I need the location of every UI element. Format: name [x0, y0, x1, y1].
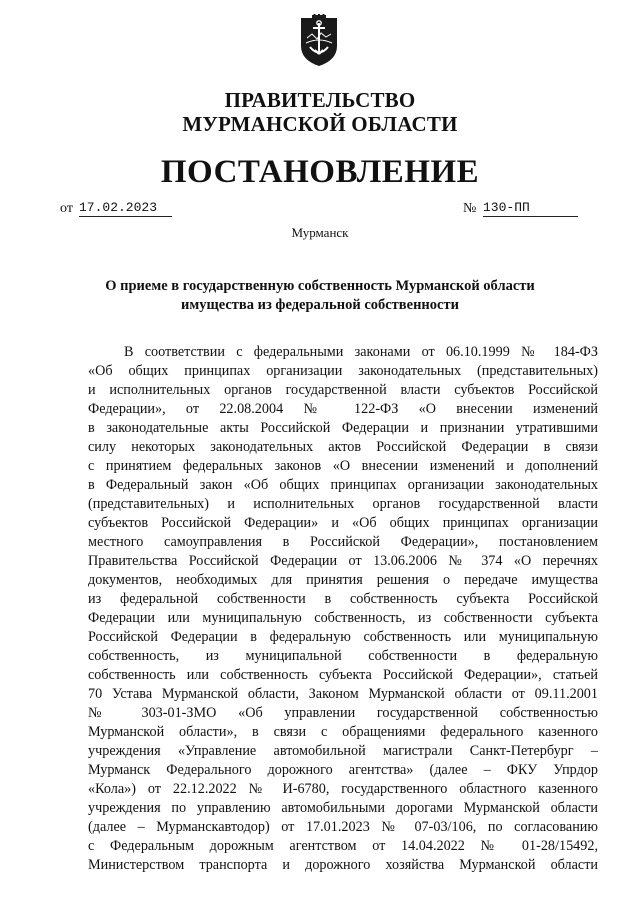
document-date: 17.02.2023: [79, 200, 172, 217]
body-line: собственность, из муниципальной собственности в федеральную: [88, 648, 598, 664]
body-line: с Федеральным дорожным агентством от 14.04.2022 № 01-28/15492,: [88, 838, 598, 854]
subject-title-line-1: О приеме в государственную собственность Мурманской области: [105, 278, 535, 294]
government-title-line-1: ПРАВИТЕЛЬСТВО: [224, 88, 416, 112]
body-line: из федеральной собственности в собственность субъекта Российской: [88, 591, 598, 607]
body-line: учреждения «Управление автомобильной магистрали Санкт-Петербург –: [88, 743, 598, 759]
body-line: 70 Устава Мурманской области, Законом Мурманской области от 09.11.2001: [88, 686, 598, 702]
city-name: Мурманск: [291, 225, 349, 240]
body-line: Российской Федерации в федеральную собственность или муниципальную: [88, 629, 598, 645]
body-line: (далее – Мурманскавтодор) от 17.01.2023 № 07-03/106, по согласованию: [88, 819, 598, 835]
body-line: собственность или собственность субъекта Российской Федерации», статьей: [88, 667, 598, 683]
body-line: местного самоуправления в Российской Федерации», постановлением: [88, 534, 598, 550]
body-line: № 303-01-ЗМО «Об управлении государственной собственностью: [88, 705, 598, 721]
body-line: и исполнительных органов государственной власти субъектов Российской: [88, 382, 598, 398]
body-line: в Федеральный закон «Об общих принципах организации законодательных: [88, 477, 598, 493]
document-type-title: ПОСТАНОВЛЕНИЕ: [160, 154, 480, 190]
body-line: с принятием федеральных законов «О внесении изменений и дополнений: [88, 458, 598, 474]
body-line: В соответствии с федеральными законами от 06.10.1999 № 184-ФЗ: [124, 344, 598, 360]
body-line: Правительства Российской Федерации от 13.06.2006 № 374 «О перечнях: [88, 553, 598, 569]
date-prefix: от: [60, 201, 73, 216]
body-line: документов, необходимых для принятия решения о передаче имущества: [88, 572, 598, 588]
document-number: 130-ПП: [483, 200, 578, 217]
body-line: в законодательные акты Российской Федерации и признании утратившими: [88, 420, 598, 436]
body-line: Мурманской области», в связи с обращениями федерального казенного: [88, 724, 598, 740]
body-line: (представительных) и исполнительных органов государственной власти: [88, 496, 598, 512]
government-title-line-2: МУРМАНСКОЙ ОБЛАСТИ: [182, 112, 458, 136]
body-line: субъектов Российской Федерации» и «Об общих принципах организации: [88, 515, 598, 531]
subject-title-line-2: имущества из федеральной собственности: [181, 297, 459, 313]
body-line: «Об общих принципах организации законодательных (представительных): [88, 363, 598, 379]
document-body: [88, 343, 598, 875]
body-line: Федерации», от 22.08.2004 № 122-ФЗ «О внесении изменений: [88, 401, 598, 417]
number-prefix: №: [463, 201, 477, 216]
body-line: Мурманск Федерального дорожного агентства» (далее – ФКУ Упрдор: [88, 762, 598, 778]
body-line: учреждения по управлению автомобильными дорогами Мурманской области: [88, 800, 598, 816]
body-line: Федерации или муниципальную собственность, из собственности субъекта: [88, 610, 598, 626]
body-line: Министерством транспорта и дорожного хозяйства Мурманской области: [88, 857, 598, 873]
coat-of-arms-icon: [298, 14, 340, 68]
body-line: силу некоторых законодательных актов Российской Федерации в связи: [88, 439, 598, 455]
body-line: «Кола») от 22.12.2022 № И-6780, государственного областного казенного: [88, 781, 598, 797]
